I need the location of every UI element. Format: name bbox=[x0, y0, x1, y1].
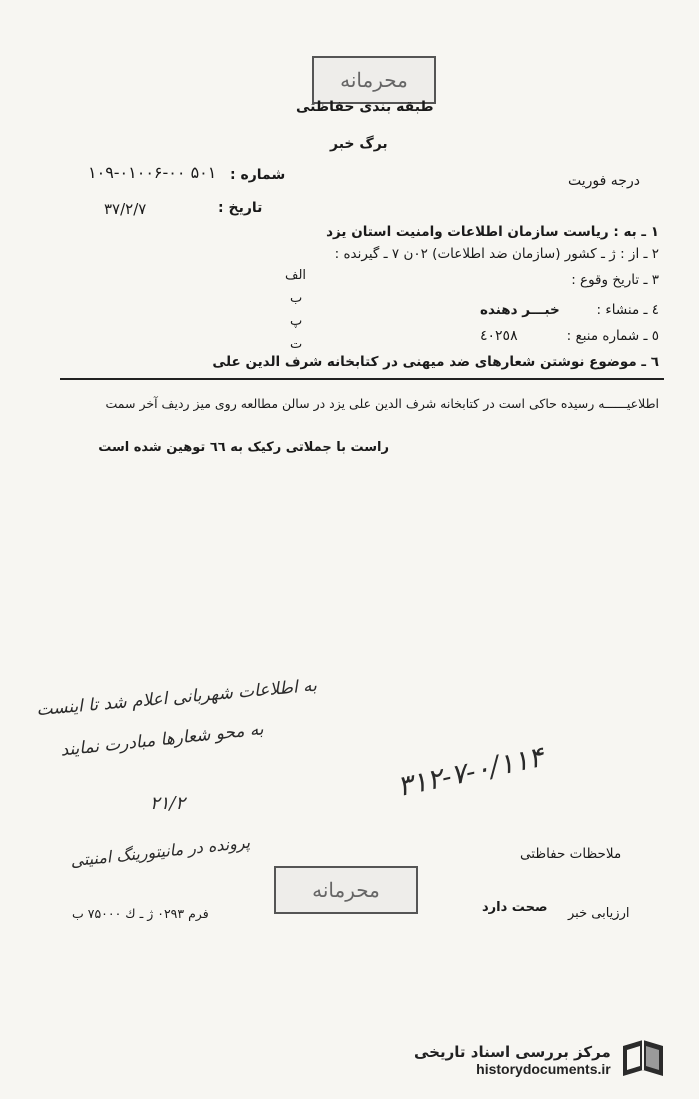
form-code: فرم ۰۲۹۳ ژ ـ ك ۷۵۰۰۰ ب bbox=[72, 906, 209, 921]
item-event-date: ۳ ـ تاریخ وقوع : bbox=[571, 272, 659, 288]
handwritten-note-line1: به اطلاعات شهربانی اعلام شد تا اینست bbox=[35, 675, 318, 721]
date-value: ۳۷/۲/۷ bbox=[104, 200, 147, 218]
top-stamp-text: محرمانه bbox=[340, 68, 408, 92]
item-from: ۲ ـ از : ژ ـ کشور (سازمان ضد اطلاعات) ۰۲ن ۷ ـ گیرنده : bbox=[334, 246, 659, 262]
handwritten-ref-number: ۳۱۲-۷-۰/۱۱۴ bbox=[394, 739, 547, 804]
top-stamp bbox=[312, 56, 436, 104]
report-body-line1: اطلاعیــــــه رسیده حاکی است در کتابخانه شرف الدین علی یزد در سالن مطالعه روی میز ردیف آخر سمت bbox=[105, 396, 659, 411]
handwritten-note-line3: پرونده در مانیتورینگ امنیتی bbox=[69, 832, 251, 871]
report-body-line2: راست با جملاتی رکیک به ٦٦ توهین شده است bbox=[98, 440, 389, 455]
number-value: ۱۰۹-۰۱۰۰۶-۰۰ ۵۰۱ bbox=[88, 163, 217, 182]
recipient-te: ت bbox=[290, 337, 303, 352]
item-source-num-label: ٥ ـ شماره منبع : bbox=[566, 328, 659, 344]
item-to: ۱ ـ به : ریاست سازمان اطلاعات وامنیت استان یزد bbox=[326, 224, 659, 240]
evaluation-label: ارزیابی خبر bbox=[568, 906, 630, 921]
recipient-be: ب bbox=[290, 291, 303, 306]
recipient-pe: پ bbox=[290, 314, 303, 329]
subject-divider bbox=[60, 378, 664, 380]
classification-label: طبقه بندی حفاظتی bbox=[296, 99, 434, 115]
handwritten-signature: ۲۱/۲ bbox=[150, 793, 186, 814]
watermark bbox=[414, 1030, 694, 1090]
handwritten-note-line2: به محو شعارها مبادرت نمایند bbox=[59, 719, 265, 761]
form-title: برگ خبر bbox=[330, 136, 388, 152]
date-label: تاریخ : bbox=[218, 200, 263, 216]
bottom-stamp bbox=[274, 866, 418, 914]
book-logo-icon bbox=[617, 1032, 669, 1088]
item-subject: ٦ ـ موضوع نوشتن شعارهای ضد میهنی در کتابخانه شرف الدین علی bbox=[212, 354, 659, 370]
bottom-stamp-text: محرمانه bbox=[312, 878, 380, 902]
remarks-label: ملاحظات حفاظتی bbox=[520, 846, 622, 862]
watermark-site: historydocuments.ir bbox=[476, 1061, 611, 1077]
item-source-label: ٤ ـ منشاء : bbox=[596, 302, 659, 318]
item-source-value: خبـــر دهنده bbox=[480, 302, 560, 318]
priority-label: درجه فوریت bbox=[568, 173, 640, 189]
item-source-num-value: ٤٠٢٥٨ bbox=[480, 328, 518, 344]
watermark-org-name: مرکز بررسی اسناد تاریخی bbox=[414, 1043, 611, 1061]
number-label: شماره : bbox=[230, 167, 286, 183]
recipient-alef: الف bbox=[285, 268, 307, 283]
evaluation-value: صحت دارد bbox=[482, 900, 548, 915]
